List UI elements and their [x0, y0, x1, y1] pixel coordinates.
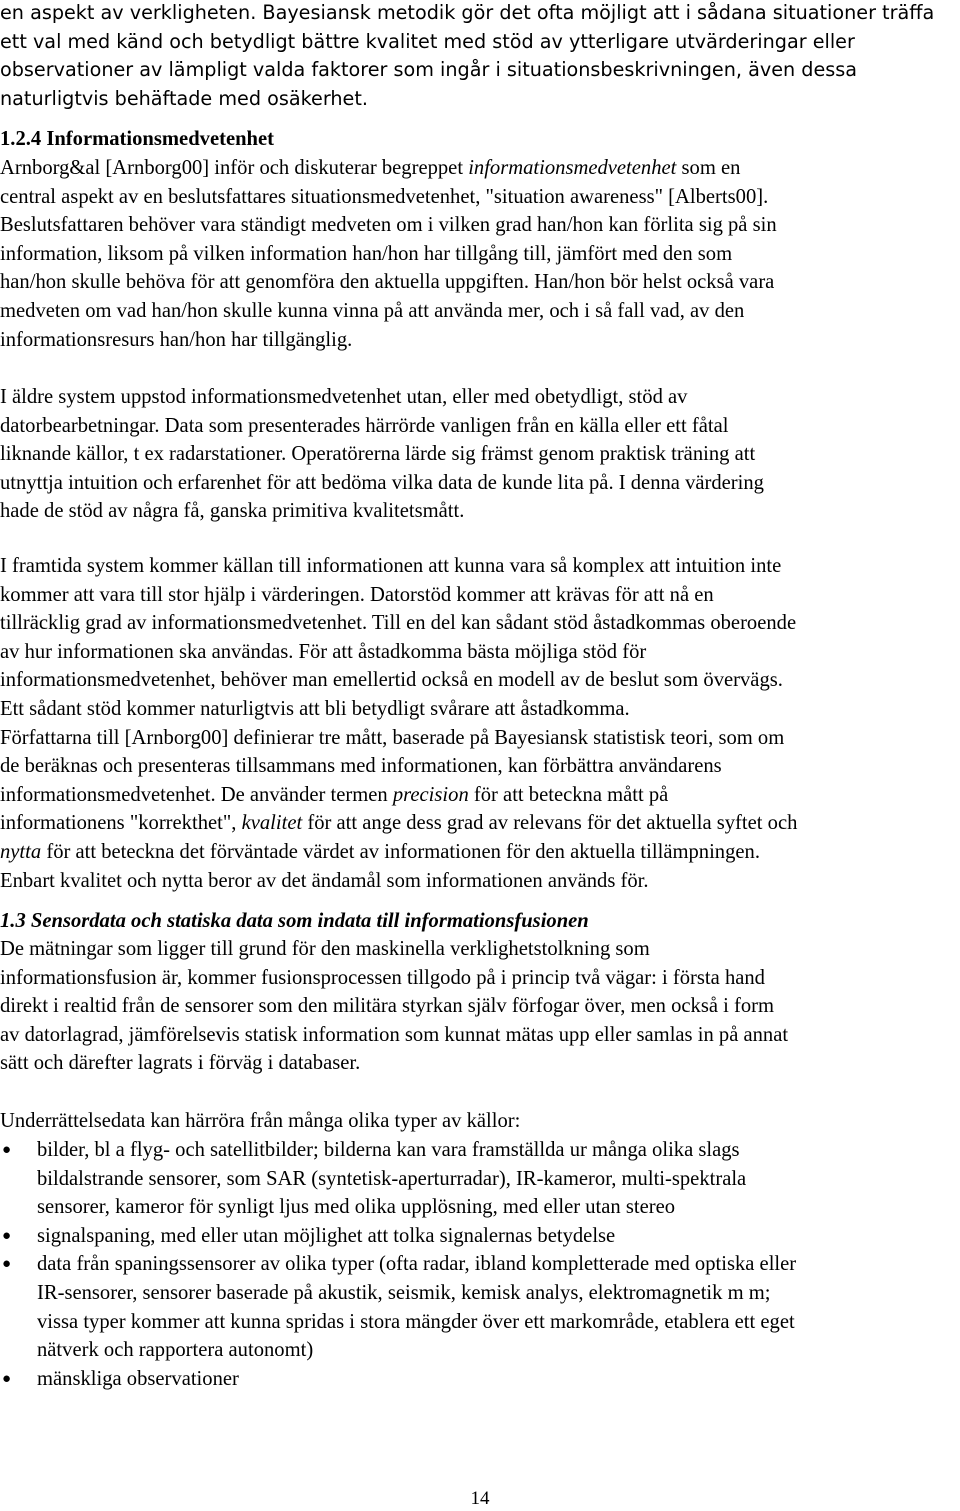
text-line: central aspekt av en beslutsfattares situationsmedvetenhet, "situation awareness" [Alberts00].: [0, 185, 769, 208]
paragraph-framtida-system: [0, 552, 960, 895]
list-item: [0, 1222, 960, 1251]
text-line: observationer av lämpligt valda faktorer som ingår i situationsbeskrivningen, även dessa: [0, 58, 858, 81]
text-line: informationsfusion är, kommer fusionsprocessen tillgodo på i princip två vägar: i första hand: [0, 966, 765, 989]
text-line: en aspekt av verkligheten. Bayesiansk metodik gör det ofta möjligt att i sådana situationer träffa: [0, 1, 935, 24]
text-line: liknande källor, t ex radarstationer. Operatörerna lärde sig främst genom praktisk träning att: [0, 443, 756, 466]
text-line: [0, 781, 960, 810]
text-line: Enbart kvalitet och nytta beror av det ändamål som informationen används för.: [0, 869, 649, 892]
text-run: Arnborg&al [Arnborg00] inför och diskuterar begreppet: [0, 157, 469, 179]
heading-text: 1.3 Sensordata och statiska data som indata till informationsfusionen: [0, 910, 589, 932]
section-heading-1-3: [0, 907, 960, 936]
text-run: för att beteckna det förväntade värdet av informationen för den aktuella tillämpningen.: [41, 840, 760, 863]
text-line: ● signalspaning, med eller utan möjlighet att tolka signalernas betydelse: [37, 1224, 616, 1247]
heading-text: 1.2.4 Informationsmedvetenhet: [0, 128, 274, 150]
text-line: Beslutsfattaren behöver vara ständigt medveten om i vilken grad han/hon kan förlita sig på sin: [0, 214, 777, 237]
text-line: ● bilder, bl a flyg- och satellitbilder; bilderna kan vara framställda ur många olika slags: [37, 1139, 740, 1161]
list-item: [0, 1136, 960, 1222]
source-list: [0, 1136, 960, 1393]
paragraph-informationsmedvetenhet: [0, 154, 960, 354]
text-line: utnyttja intuition och erfarenhet för att bedöma vilka data de kunde lita på. I denna värdering: [0, 471, 764, 494]
text-line: I äldre system uppstod informationsmedvetenhet utan, eller med obetydligt, stöd av: [0, 386, 688, 408]
list-intro: [0, 1107, 960, 1136]
text-line: datorbearbetningar. Data som presenterades härrörde vanligen från en källa eller ett fåtal: [0, 414, 729, 437]
intro-paragraph: [0, 0, 960, 113]
text-line: medveten om vad han/hon skulle kunna vinna på att använda mer, och i så fall vad, av den: [0, 299, 745, 322]
emphasis-text: precision: [392, 783, 469, 806]
text-line: han/hon skulle behöva för att genomföra den aktuella uppgiften. Han/hon bör helst också vara: [0, 271, 775, 294]
text-run: för att beteckna mått på: [468, 783, 669, 806]
text-line: informationsresurs han/hon har tillgänglig.: [0, 328, 353, 351]
text-line: av hur informationen ska användas. För att åstadkomma bästa möjliga stöd för: [0, 640, 647, 663]
text-run: som en: [676, 157, 741, 179]
text-line: informationsmedvetenhet, behöver man emellertid också en modell av de beslut som övervägs.: [0, 669, 783, 692]
text-line: de beräknas och presenteras tillsammans med informationen, kan förbättra användarens: [0, 755, 722, 778]
text-line: sätt och därefter lagrats i förväg i databaser.: [0, 1052, 361, 1075]
list-item: [0, 1365, 960, 1394]
paragraph-matningar: [0, 935, 960, 1078]
text-line: av datorlagrad, jämförelsevis statisk information som kunnat mätas upp eller samlas in på annat: [0, 1023, 789, 1046]
text-line: Författarna till [Arnborg00] definierar tre mått, baserade på Bayesiansk statistisk teori, som om: [0, 726, 785, 749]
text-line: [0, 154, 960, 183]
text-line: hade de stöd av några få, ganska primitiva kvalitetsmått.: [0, 500, 465, 523]
paragraph-aldre-system: [0, 383, 960, 526]
emphasis-text: informationsmedvetenhet: [468, 157, 677, 179]
text-run: informationsmedvetenhet. De använder termen: [0, 783, 393, 806]
text-line: IR-sensorer, sensorer baserade på akustik, seismik, kemisk analys, elektromagnetik m m;: [37, 1281, 771, 1304]
text-line: naturligtvis behäftade med osäkerhet.: [0, 86, 368, 110]
text-line: information, liksom på vilken information han/hon har tillgång till, jämfört med den som: [0, 242, 733, 265]
text-line: De mätningar som ligger till grund för den maskinella verklighetstolkning som: [0, 938, 650, 960]
text-line: tillräcklig grad av informationsmedvetenhet. Till en del kan sådant stöd åstadkommas oberoende: [0, 612, 797, 635]
text-line: vissa typer kommer att kunna spridas i stora mängder över ett markområde, etablera ett eget: [37, 1310, 795, 1333]
text-line: ● data från spaningssensorer av olika typer (ofta radar, ibland kompletterade med optiska eller: [37, 1253, 797, 1276]
text-line: direkt i realtid från de sensorer som den militära styrkan själv förfogar över, men också i form: [0, 995, 775, 1018]
text-run: för att ange dess grad av relevans för det aktuella syftet och: [302, 812, 798, 835]
text-line: ● mänskliga observationer: [37, 1367, 239, 1390]
text-line: Underrättelsedata kan härröra från många olika typer av källor:: [0, 1110, 521, 1132]
list-item: [0, 1250, 960, 1364]
emphasis-text: kvalitet: [241, 812, 303, 835]
text-line: nätverk och rapportera autonomt): [37, 1339, 314, 1362]
text-line: [0, 809, 960, 838]
emphasis-text: nytta: [0, 840, 42, 863]
text-line: ett val med känd och betydligt bättre kvalitet med stöd av ytterligare utvärderingar eller: [0, 29, 855, 53]
page-number: 14: [470, 1488, 490, 1509]
text-run: informationens "korrekthet",: [0, 812, 242, 835]
text-line: [0, 838, 960, 867]
text-line: I framtida system kommer källan till informationen att kunna vara så komplex att intuition inte: [0, 555, 782, 577]
text-line: sensorer, kameror för synligt ljus med olika upplösning, med eller utan stereo: [37, 1196, 676, 1219]
text-line: kommer att vara till stor hjälp i värderingen. Datorstöd kommer att krävas för att nå en: [0, 583, 714, 606]
text-line: bildalstrande sensorer, som SAR (syntetisk-aperturradar), IR-kameror, multi-spektrala: [37, 1167, 747, 1190]
text-line: Ett sådant stöd kommer naturligtvis att bli betydligt svårare att åstadkomma.: [0, 697, 630, 720]
section-heading-1-2-4: [0, 125, 960, 154]
